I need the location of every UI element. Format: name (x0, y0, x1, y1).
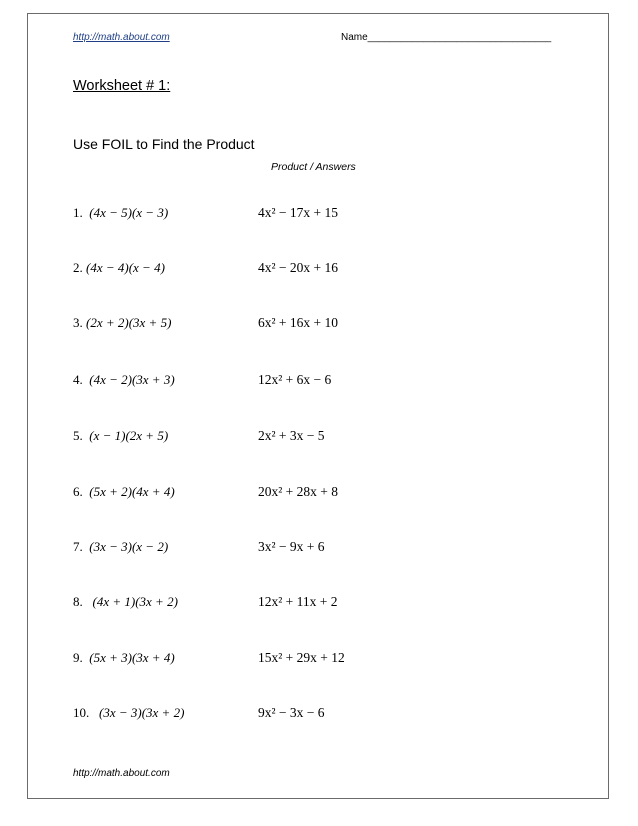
problem-number: 1. (73, 205, 83, 220)
problem-number: 6. (73, 484, 83, 499)
worksheet-title: Worksheet # 1: (73, 78, 171, 94)
footer-link[interactable]: http://math.about.com (73, 768, 170, 779)
problem-number: 5. (73, 428, 83, 443)
problem-expression: (4x + 1)(3x + 2) (92, 594, 178, 609)
problem-expression: (x − 1)(2x + 5) (89, 428, 169, 443)
header-link[interactable]: http://math.about.com (73, 32, 170, 43)
problem-expression: (4x − 2)(3x + 3) (89, 372, 175, 387)
problem-number: 2. (73, 260, 83, 275)
problem-expression: (3x − 3)(3x + 2) (99, 705, 185, 720)
problem-row (0, 315, 638, 335)
problem-number: 10. (73, 705, 90, 720)
problem-answer: 2x² + 3x − 5 (258, 428, 325, 443)
problem-row (0, 650, 638, 670)
problem-number: 9. (73, 650, 83, 665)
problem-answer: 12x² + 6x − 6 (258, 372, 332, 387)
problem-number: 4. (73, 372, 83, 387)
page-border (27, 13, 609, 799)
problem-row (0, 594, 638, 614)
answers-heading: Product / Answers (271, 161, 356, 173)
instruction-text: Use FOIL to Find the Product (73, 136, 255, 152)
problem-answer: 4x² − 20x + 16 (258, 260, 339, 275)
problem-expression: (5x + 3)(3x + 4) (89, 650, 175, 665)
problem-answer: 3x² − 9x + 6 (258, 539, 325, 554)
problem-expression: (2x + 2)(3x + 5) (86, 315, 172, 330)
problem-row (0, 428, 638, 448)
problem-row (0, 260, 638, 280)
problem-answer: 9x² − 3x − 6 (258, 705, 325, 720)
problem-number: 3. (73, 315, 83, 330)
problem-expression: (5x + 2)(4x + 4) (89, 484, 175, 499)
problem-answer: 20x² + 28x + 8 (258, 484, 339, 499)
problem-expression: (4x − 5)(x − 3) (89, 205, 169, 220)
problem-number: 8. (73, 594, 83, 609)
problem-row (0, 539, 638, 559)
problem-row (0, 705, 638, 725)
problem-expression: (4x − 4)(x − 4) (86, 260, 165, 275)
problem-answer: 4x² − 17x + 15 (258, 205, 339, 220)
problem-number: 7. (73, 539, 83, 554)
problem-answer: 12x² + 11x + 2 (258, 594, 338, 609)
problem-answer: 15x² + 29x + 12 (258, 650, 345, 665)
problem-row (0, 484, 638, 504)
problem-expression: (3x − 3)(x − 2) (89, 539, 169, 554)
name-field: Name_________________________________ (341, 32, 552, 43)
problem-row (0, 205, 638, 225)
problem-answer: 6x² + 16x + 10 (258, 315, 339, 330)
problem-row (0, 372, 638, 392)
